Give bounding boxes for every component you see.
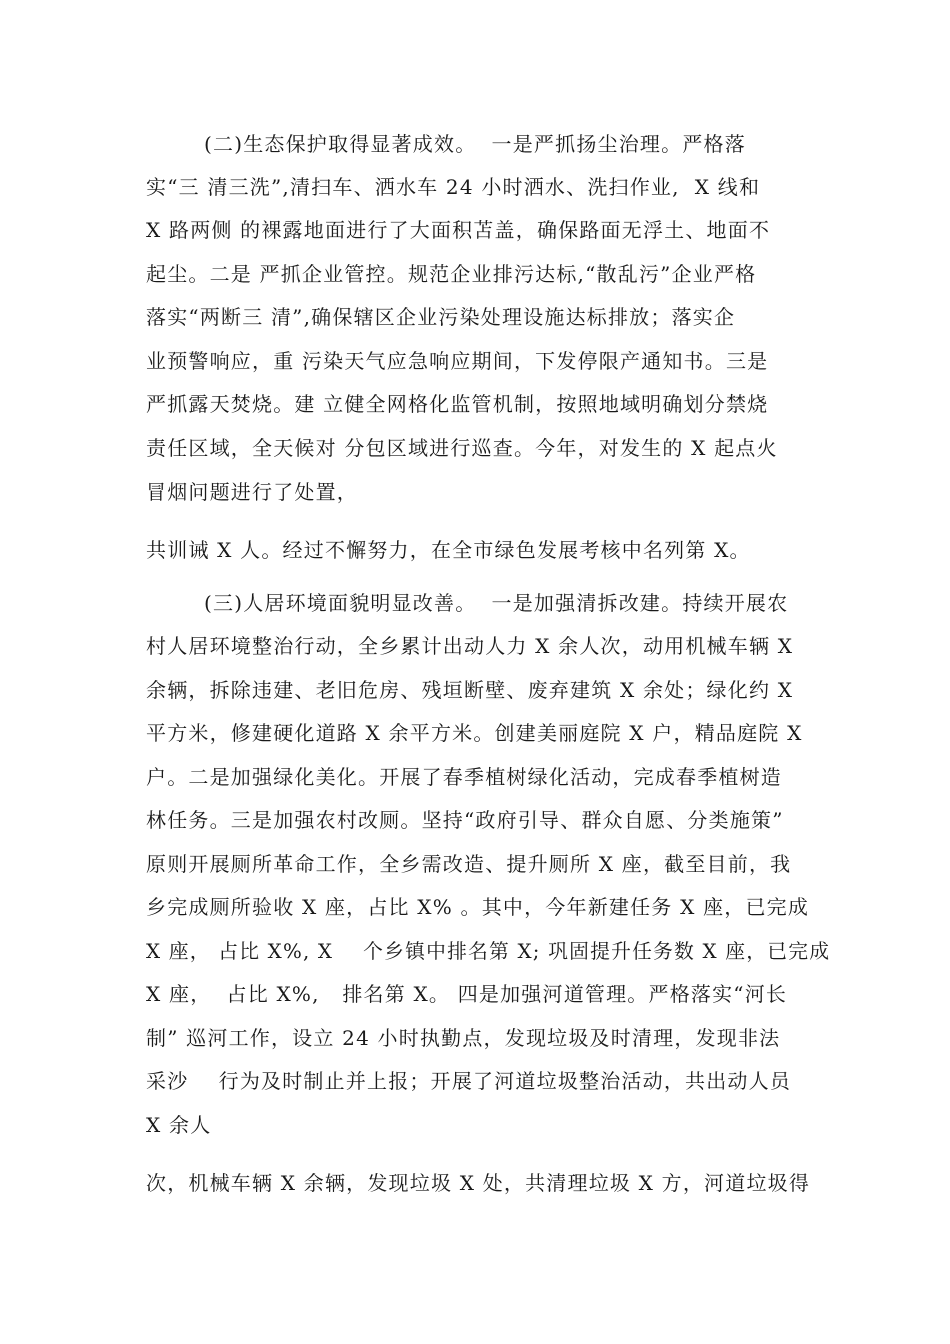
text-line: 村人居环境整治行动，全乡累计出动人力 X 余人次，动用机械车辆 X	[146, 634, 794, 658]
text-line: X 路两侧 的裸露地面进行了大面积苫盖，确保路面无浮土、地面不	[146, 218, 771, 242]
text-line: 业预警响应，重 污染天气应急响应期间，下发停限产通知书。三是	[146, 349, 769, 373]
section-3-heading-line: (三)人居环境面貌明显改善。 一是加强清拆改建。持续开展农	[204, 591, 789, 615]
text-line: X 余人	[146, 1113, 212, 1137]
text-line: 冒烟问题进行了处置，	[146, 480, 358, 504]
text-line: 余辆，拆除违建、老旧危房、残垣断壁、废弃建筑 X 余处；绿化约 X	[146, 678, 794, 702]
text-line: 落实“两断三 清”,确保辖区企业污染处理设施达标排放；落实企	[146, 305, 736, 329]
text-line: 平方米，修建硬化道路 X 余平方米。创建美丽庭院 X 户，精品庭院 X	[146, 721, 803, 745]
text-line: 严抓露天焚烧。建 立健全网格化监管机制，按照地域明确划分禁烧	[146, 392, 769, 416]
text-line: 乡完成厕所验收 X 座，占比 X% 。其中，今年新建任务 X 座，已完成	[146, 895, 810, 919]
text-line: 原则开展厕所革命工作，全乡需改造、提升厕所 X 座，截至目前，我	[146, 852, 792, 876]
text-line: 实“三 清三洗”,清扫车、洒水车 24 小时洒水、洗扫作业, X 线和	[146, 175, 761, 199]
text-line: 户。二是加强绿化美化。开展了春季植树绿化活动，完成春季植树造	[146, 765, 782, 789]
text-line: 责任区域，全天候对 分包区域进行巡查。今年，对发生的 X 起点火	[146, 436, 778, 460]
text-line: 起尘。二是 严抓企业管控。规范企业排污达标,“散乱污”企业严格	[146, 262, 757, 286]
text-line: 制” 巡河工作，设立 24 小时执勤点，发现垃圾及时清理，发现非法	[146, 1026, 781, 1050]
text-line: X 座， 占比 X%, X 个乡镇中排名第 X; 巩固提升任务数 X 座，已完成	[146, 939, 831, 963]
text-line: 次，机械车辆 X 余辆，发现垃圾 X 处，共清理垃圾 X 方，河道垃圾得	[146, 1171, 811, 1195]
text-line: X 座， 占比 X%, 排名第 X。 四是加强河道管理。严格落实“河长	[146, 982, 788, 1006]
text-line: 采沙 行为及时制止并上报；开展了河道垃圾整治活动，共出动人员	[146, 1069, 792, 1093]
section-2-heading-line: (二)生态保护取得显著成效。 一是严抓扬尘治理。严格落	[204, 132, 746, 156]
text-line: 共训诫 X 人。经过不懈努力，在全市绿色发展考核中名列第 X。	[146, 538, 751, 562]
text-line: 林任务。三是加强农村改厕。坚持“政府引导、群众自愿、分类施策”	[146, 808, 784, 832]
